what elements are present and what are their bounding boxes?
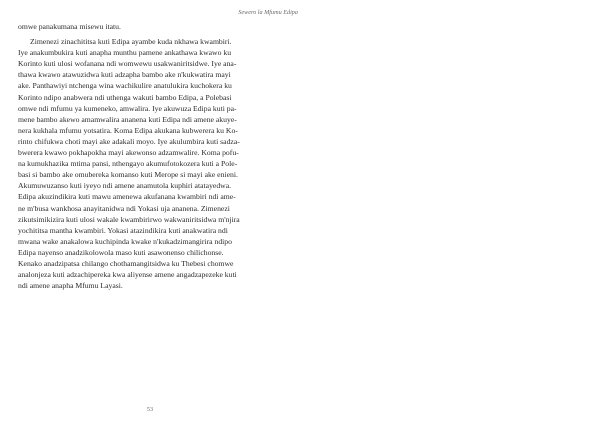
body-text: [18, 21, 300, 291]
text-line: Edipa nayenso anadzikolowola maso kuti asawonenso chilichonse.: [18, 247, 224, 257]
text-line: omwe ndi mfumu ya kumeneko, amwalira. Iye akuwuza Edipa kuti pa-: [18, 103, 237, 113]
page-number: 53: [146, 406, 154, 413]
text-line: zikutsimikizira kuti ulosi wakale kwambirirwo wakwaniritsidwa m'njira: [18, 214, 240, 224]
text-line: ne m'busa wankhosa anayitanidwa ndi Yokasi uja ananena. Zimenezi: [18, 203, 230, 213]
text-line: Iye anakumbukira kuti anapha munthu pamene ankathawa kwawo ku: [18, 48, 232, 58]
text-line: basi si bambo ake omubereka komanso kuti Merope si mayi ake enieni.: [18, 170, 238, 180]
text-line: omwe panakumana misewu itatu.: [18, 22, 121, 31]
text-line: nera kukhala mfumu yotsatira. Koma Edipa akukana kubwerera ku Ko-: [18, 125, 238, 135]
text-line: yochititsa mantha kwambiri. Yokasi atazindikira kuti anakwatira ndi: [18, 225, 228, 235]
text-line: rinto chifukwa choti mayi ake adakali moyo. Iye akulumbira kuti sadza-: [18, 136, 240, 146]
text-line: mwana wake anakalowa kuchipinda kwake n'kukadzimangirira ndipo: [18, 236, 232, 246]
text-line: Korinto kuti ulosi wofanana ndi womwewu usakwaniritsidwe. Iye ana-: [18, 59, 237, 69]
running-head: Sewero la Mfumu Edipa: [238, 9, 298, 16]
text-line: analonjeza kuti adzachipereka kwa aliyense amene angadzapezeke kuti: [18, 270, 237, 280]
text-line: Korinto ndipo anabwera ndi uthenga wakuti bambo Edipa, a Polebasi: [18, 92, 232, 102]
text-line: bwerera kwawo pokhapokha mayi akewonso adzamwalire. Koma pofu-: [18, 148, 239, 158]
text-line: Edipa akuzindikira kuti mawu amenewa akufanana kwambiri ndi ame-: [18, 192, 236, 202]
text-line: Akumuwuzanso kuti iyeyo ndi amene anamutola kuphiri atatayedwa.: [18, 181, 232, 191]
text-line: Zimenezi zinachititsa kuti Edipa ayambe kuda nkhawa kwambiri.: [30, 37, 232, 47]
text-line: Kenako anadzipatsa chilango chothamangitsidwa ku Thebesi chomwe: [18, 258, 234, 268]
text-line: ake. Panthawiyi ntchenga wina wachikulire anatulukira kuchokera ku: [18, 81, 232, 91]
text-line: ndi amene anapha Mfumu Layasi.: [18, 281, 123, 291]
text-line: thawa kwawo atawuzidwa kuti adzapha bambo ake n'kukwatira mayi: [18, 70, 231, 80]
text-line: na kumukhazika mtima pansi, nthengayo akumufotokozera kuti a Pole-: [18, 159, 238, 169]
text-line: mene bambo akewo amamwalira ananena kuti Edipa ndi amene akuye-: [18, 114, 237, 124]
